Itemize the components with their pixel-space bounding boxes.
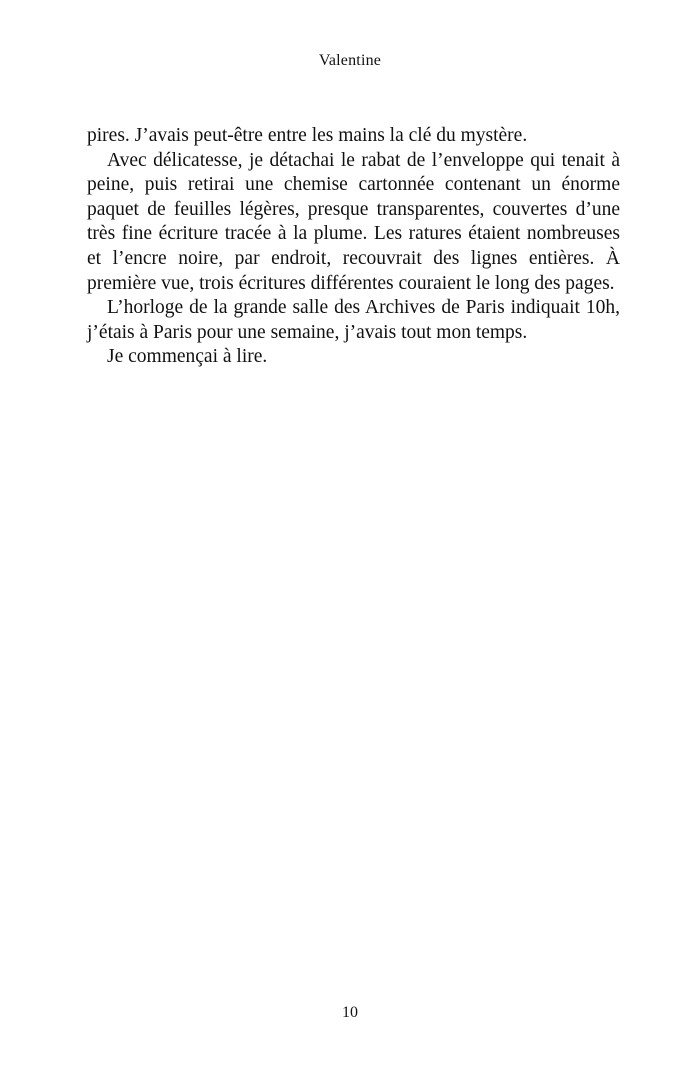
- paragraph-continuation: pires. J’avais peut-être entre les mains la clé du mystère.: [87, 125, 528, 146]
- running-header: Valentine: [318, 52, 382, 69]
- body-text: [87, 124, 620, 370]
- paragraph: L’horloge de la grande salle des Archives de Paris indiquait 10h, j’étais à Paris pour une semaine, j’avais tout mon temps.: [87, 297, 620, 343]
- page-number: 10: [342, 1004, 358, 1021]
- paragraph: Avec délicatesse, je détachai le rabat de l’enveloppe qui tenait à peine, puis retirai une chemise cartonnée contenant un énorme paquet de feuilles légères, presque transparentes, couvertes d’une très fine écriture tracée à la plume. Les ratures étaient nombreuses et l’encre noire, par endroit, recouvrait des lignes entières. À première vue, trois écritures différentes couraient le long des pages.: [87, 149, 620, 294]
- paragraph: Je commençai à lire.: [107, 346, 268, 368]
